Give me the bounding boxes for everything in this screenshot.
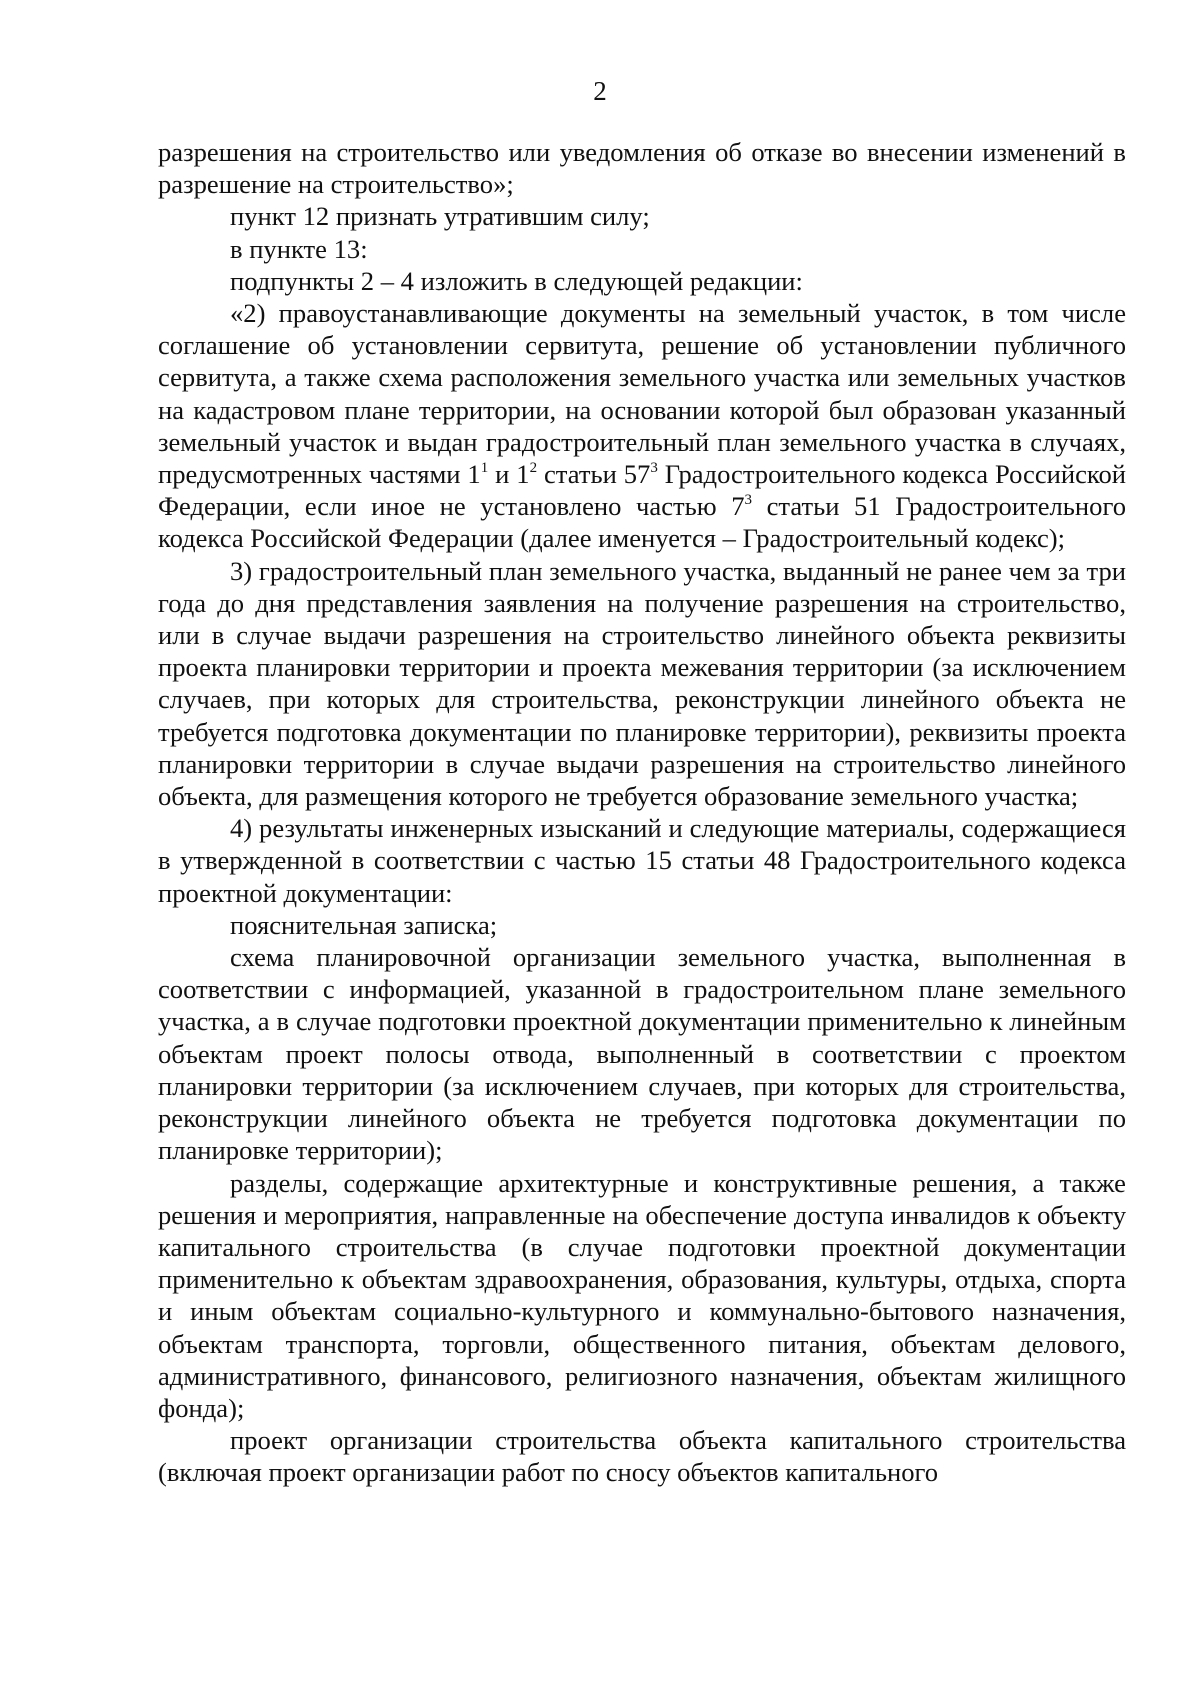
paragraph-construction-project: проект организации строительства объекта капитального строительства (включая проект организации работ по сносу объектов капитального (158, 1425, 1126, 1488)
subitem-2-text-d: Градостроительного кодекса Российской Федерации, если иное не установлено частью 7 (158, 459, 1127, 522)
paragraph-explanatory-note: пояснительная записка; (230, 909, 498, 940)
subitem-2-text-b: и 1 (488, 459, 530, 490)
superscript: 3 (744, 492, 753, 509)
document-body (158, 136, 1126, 1489)
paragraph-architectural-sections: разделы, содержащие архитектурные и конструктивные решения, а также решения и мероприятия, направленные на обеспечение доступа инвалидов к объекту капитального строительства (в случае подготовки проектной документации применительно к объектам здравоохранения, образования, культуры, отдыха, спорта и иным объектам социально-культурного и коммунально-бытового назначения, объектам транспорта, торговли, общественного питания, объектам делового, административного, финансового, религиозного назначения, объектам жилищного фонда); (158, 1167, 1126, 1423)
paragraph-continuation: разрешения на строительство или уведомления об отказе во внесении изменений в разрешение на строительство»; (158, 137, 1126, 200)
subitem-2-text-c: статьи 57 (537, 459, 651, 490)
paragraph-site-plan-scheme: схема планировочной организации земельного участка, выполненная в соответствии с информацией, указанной в градостроительном плане земельного участка, а в случае подготовки проектной документации применительно к линейным объектам проект полосы отвода, выполненный в соответствии с проектом планировки территории (за исключением случаев, при которых для строительства, реконструкции линейного объекта не требуется подготовка документации по планировке территории); (158, 942, 1126, 1166)
paragraph-subitem-3: 3) градостроительный план земельного участка, выданный не ранее чем за три года до дня представления заявления на получение разрешения на строительство, или в случае выдачи разрешения на строительство линейного объекта реквизиты проекта планировки территории и проекта межевания территории (за исключением случаев, при которых для строительства, реконструкции линейного объекта не требуется подготовка документации по планировке территории), реквизиты проекта планировки территории в случае выдачи разрешения на строительство линейного объекта, для размещения которого не требуется образование земельного участка; (158, 555, 1126, 812)
superscript: 2 (529, 460, 538, 477)
subitem-2-text-e: статьи 51 Градостроительного кодекса Российской Федерации (далее именуется – Градостроительный кодекс); (158, 491, 1126, 554)
superscript: 1 (480, 460, 489, 477)
page-number: 2 (593, 76, 607, 106)
paragraph-subitem-4: 4) результаты инженерных изысканий и следующие материалы, содержащиеся в утвержденной в соответствии с частью 15 статьи 48 Градостроительного кодекса проектной документации: (158, 813, 1126, 908)
paragraph-item-12: пункт 12 признать утратившим силу; (230, 201, 650, 232)
paragraph-item-13-intro: в пункте 13: (230, 233, 368, 264)
subitem-2-text-a: «2) правоустанавливающие документы на земельный участок, в том числе соглашение об установлении сервитута, решение об установлении публичного сервитута, а также схема расположения земельного участка или земельных участков на кадастровом плане территории, на основании которой был образован указанный земельный участок и выдан градостроительный план земельного участка в случаях, предусмотренных частями 1 (158, 298, 1126, 490)
paragraph-subitems-intro: подпункты 2 – 4 изложить в следующей редакции: (230, 265, 803, 296)
superscript: 3 (650, 460, 658, 477)
paragraph-subitem-2 (158, 297, 1126, 555)
